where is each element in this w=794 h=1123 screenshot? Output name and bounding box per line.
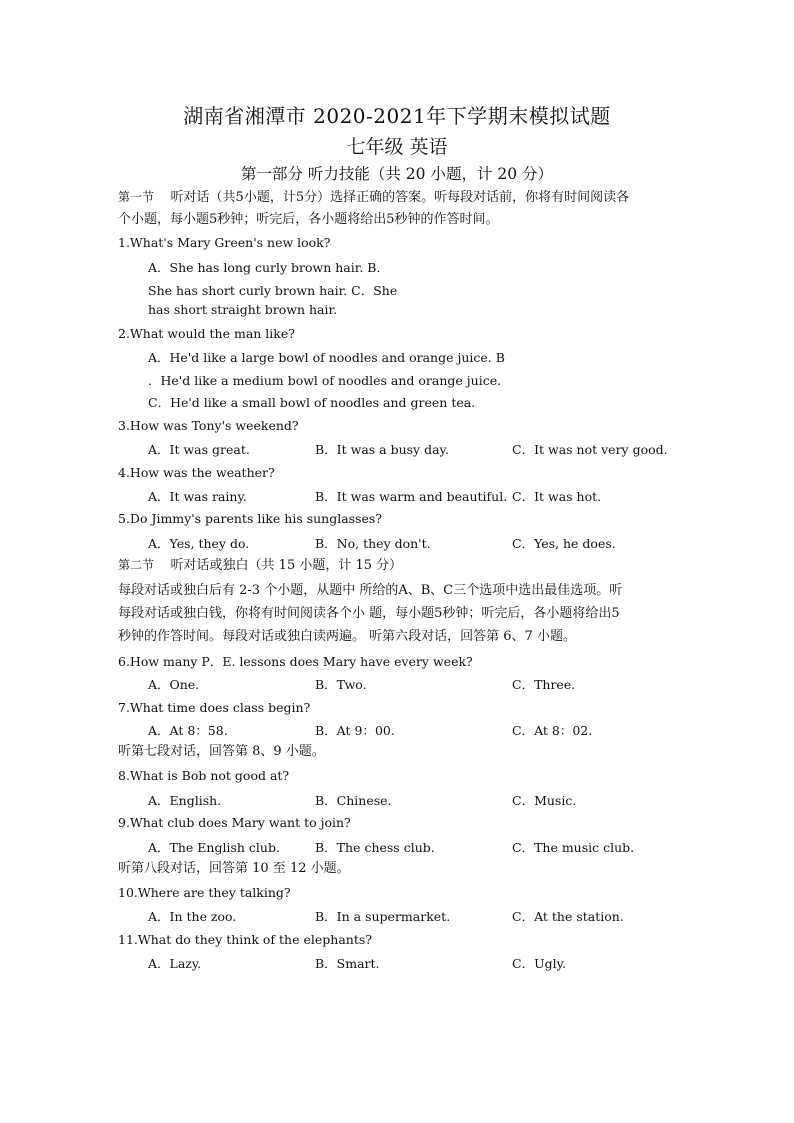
section2-label: 第二节 (118, 558, 155, 572)
section2-para-2: 每段对话或独白钱，你将有时间阅读各个小 题，每小题5秒钟；听完后，各小题将给出5 (118, 606, 620, 621)
q4-option-c: C．It was hot. (512, 489, 602, 504)
section2-para-3: 秒钟的作答时间。每段对话或独白读两遍。 听第六段对话，回答第 6、7 小题。 (118, 629, 576, 644)
q5-option-b: B．No, they don't. (315, 536, 431, 551)
question-2: 2.What would the man like? (118, 326, 295, 341)
question-7: 7.What time does class begin? (118, 700, 311, 715)
q5-option-a: A．Yes, they do. (148, 536, 250, 551)
q4-option-a: A．It was rainy. (148, 489, 247, 504)
question-10: 10.Where are they talking? (118, 885, 291, 900)
q1-options-line2: She has short curly brown hair. C．She (148, 283, 398, 298)
q8-option-c: C．Music. (512, 793, 577, 808)
q7-option-b: B．At 9：00. (315, 723, 395, 738)
question-4: 4.How was the weather? (118, 465, 275, 480)
q8-option-b: B．Chinese. (315, 793, 392, 808)
q3-option-b: B．It was a busy day. (315, 442, 449, 457)
dialogue-7-note: 听第七段对话，回答第 8、9 小题。 (118, 744, 325, 759)
question-1: 1.What's Mary Green's new look? (118, 235, 331, 250)
q7-option-a: A．At 8：58. (148, 723, 228, 738)
q6-option-b: B．Two. (315, 677, 367, 692)
section2-heading (118, 556, 402, 575)
q2-options-line1: A．He'd like a large bowl of noodles and orange juice. B (148, 350, 505, 365)
question-9: 9.What club does Mary want to join? (118, 815, 351, 830)
section2-para-1: 每段对话或独白后有 2-3 个小题，从题中 所给的A、B、C三个选项中选出最佳选项。听 (118, 583, 623, 598)
q5-option-c: C．Yes, he does. (512, 536, 616, 551)
question-8: 8.What is Bob not good at? (118, 768, 290, 783)
section2-text: 听对话或独白（共 15 小题，计 15 分） (170, 558, 403, 573)
q2-options-line3: C．He'd like a small bowl of noodles and green tea. (148, 395, 476, 410)
q10-option-c: C．At the station. (512, 909, 624, 924)
question-5: 5.Do Jimmy's parents like his sunglasses? (118, 511, 383, 526)
q11-option-c: C．Ugly. (512, 956, 566, 971)
q3-option-c: C．It was not very good. (512, 442, 668, 457)
section1-label: 第一节 (118, 190, 155, 204)
q2-options-line2: ．He'd like a medium bowl of noodles and orange juice. (148, 373, 502, 388)
q11-option-a: A．Lazy. (148, 956, 202, 971)
section1-heading (118, 188, 629, 207)
q10-option-a: A．In the zoo. (148, 909, 237, 924)
question-3: 3.How was Tony's weekend? (118, 418, 299, 433)
section1-text: 听对话（共5小题，计5分）选择正确的答案。听每段对话前，你将有时间阅读各 (170, 190, 630, 205)
question-6: 6.How many P．E. lessons does Mary have every week? (118, 654, 473, 669)
q9-option-b: B．The chess club. (315, 840, 435, 855)
q7-option-c: C．At 8：02. (512, 723, 593, 738)
q1-options-line1: A．She has long curly brown hair. B． (148, 260, 389, 275)
section1-heading-2: 个小题，每小题5秒钟；听完后，各小题将给出5秒钟的作答时间。 (118, 212, 499, 227)
q10-option-b: B．In a supermarket. (315, 909, 451, 924)
q6-option-a: A．One. (148, 677, 200, 692)
grade-subject: 七年级 英语 (346, 136, 448, 158)
q3-option-a: A．It was great. (148, 442, 250, 457)
q11-option-b: B．Smart. (315, 956, 380, 971)
q9-option-c: C．The music club. (512, 840, 635, 855)
q1-options-line3: has short straight brown hair. (148, 302, 338, 317)
exam-title: 湖南省湘潭市 2020-2021年下学期末模拟试题 (183, 104, 611, 128)
q8-option-a: A．English. (148, 793, 222, 808)
question-11: 11.What do they think of the elephants? (118, 932, 372, 947)
part-heading: 第一部分 听力技能（共 20 小题，计 20 分） (240, 165, 554, 183)
q4-option-b: B．It was warm and beautiful. (315, 489, 508, 504)
dialogue-8-note: 听第八段对话，回答第 10 至 12 小题。 (118, 861, 350, 876)
q6-option-c: C．Three. (512, 677, 576, 692)
q9-option-a: A．The English club. (148, 840, 280, 855)
